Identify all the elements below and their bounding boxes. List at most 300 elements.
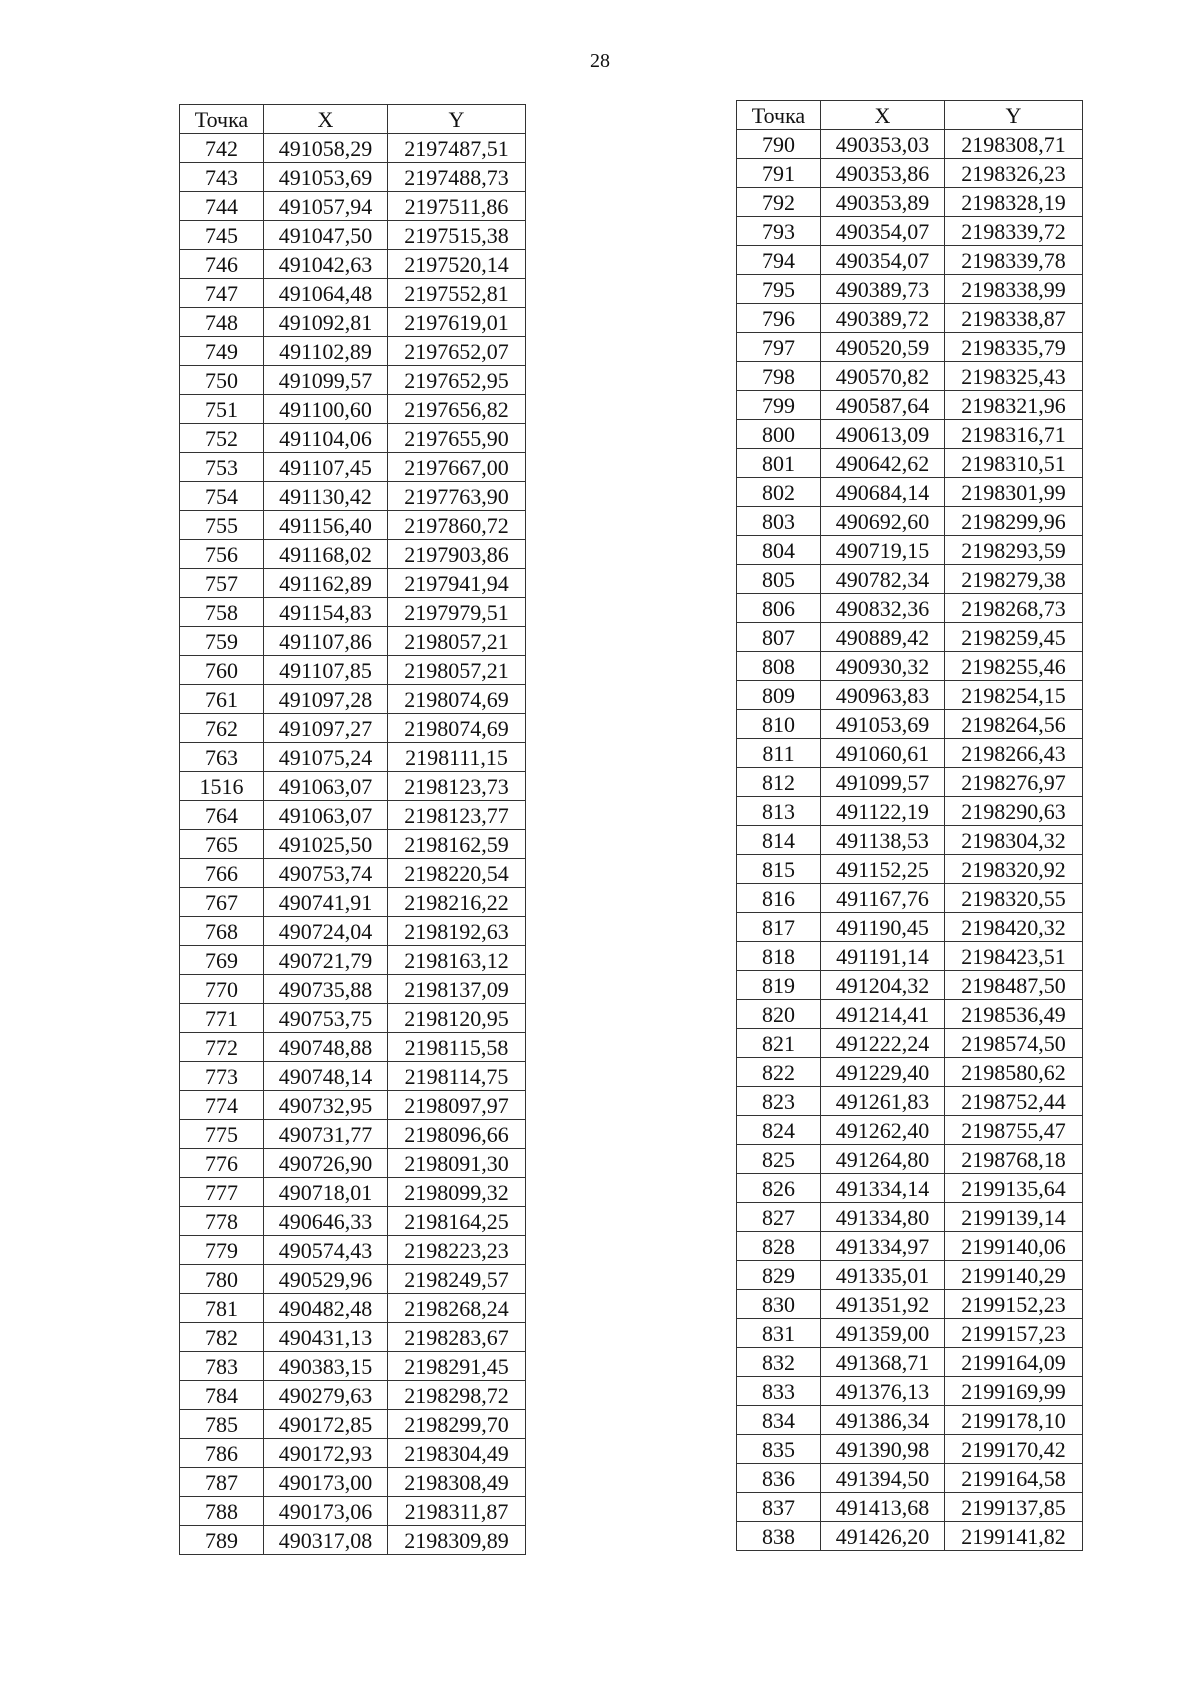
cell-x-coordinate: 491063,07 bbox=[264, 801, 388, 830]
cell-x-coordinate: 491102,89 bbox=[264, 337, 388, 366]
cell-x-coordinate: 491190,45 bbox=[821, 913, 945, 942]
cell-y-coordinate: 2198293,59 bbox=[945, 536, 1083, 565]
cell-point-number: 748 bbox=[180, 308, 264, 337]
cell-point-number: 829 bbox=[737, 1261, 821, 1290]
table-row bbox=[737, 681, 1083, 710]
table-row bbox=[180, 453, 526, 482]
cell-point-number: 836 bbox=[737, 1464, 821, 1493]
cell-y-coordinate: 2197979,51 bbox=[388, 598, 526, 627]
table-row bbox=[180, 888, 526, 917]
cell-y-coordinate: 2199164,58 bbox=[945, 1464, 1083, 1493]
cell-x-coordinate: 491104,06 bbox=[264, 424, 388, 453]
table-row bbox=[180, 221, 526, 250]
table-row bbox=[180, 598, 526, 627]
table-row bbox=[737, 1174, 1083, 1203]
cell-y-coordinate: 2198423,51 bbox=[945, 942, 1083, 971]
table-row bbox=[737, 884, 1083, 913]
cell-x-coordinate: 491057,94 bbox=[264, 192, 388, 221]
table-row bbox=[180, 1178, 526, 1207]
table-row bbox=[737, 1000, 1083, 1029]
cell-x-coordinate: 491229,40 bbox=[821, 1058, 945, 1087]
cell-y-coordinate: 2198338,87 bbox=[945, 304, 1083, 333]
table-row bbox=[737, 1029, 1083, 1058]
table-row bbox=[180, 163, 526, 192]
cell-x-coordinate: 490279,63 bbox=[264, 1381, 388, 1410]
cell-x-coordinate: 491097,28 bbox=[264, 685, 388, 714]
cell-x-coordinate: 490741,91 bbox=[264, 888, 388, 917]
cell-point-number: 750 bbox=[180, 366, 264, 395]
cell-y-coordinate: 2198268,24 bbox=[388, 1294, 526, 1323]
cell-y-coordinate: 2197941,94 bbox=[388, 569, 526, 598]
cell-y-coordinate: 2198120,95 bbox=[388, 1004, 526, 1033]
table-row bbox=[180, 714, 526, 743]
cell-point-number: 825 bbox=[737, 1145, 821, 1174]
cell-point-number: 781 bbox=[180, 1294, 264, 1323]
table-row bbox=[737, 826, 1083, 855]
cell-point-number: 749 bbox=[180, 337, 264, 366]
cell-point-number: 779 bbox=[180, 1236, 264, 1265]
cell-x-coordinate: 490587,64 bbox=[821, 391, 945, 420]
cell-x-coordinate: 490389,72 bbox=[821, 304, 945, 333]
cell-x-coordinate: 491122,19 bbox=[821, 797, 945, 826]
cell-y-coordinate: 2197903,86 bbox=[388, 540, 526, 569]
cell-point-number: 817 bbox=[737, 913, 821, 942]
cell-point-number: 795 bbox=[737, 275, 821, 304]
cell-x-coordinate: 491413,68 bbox=[821, 1493, 945, 1522]
table-row bbox=[180, 1323, 526, 1352]
cell-y-coordinate: 2199152,23 bbox=[945, 1290, 1083, 1319]
cell-y-coordinate: 2198264,56 bbox=[945, 710, 1083, 739]
cell-point-number: 793 bbox=[737, 217, 821, 246]
cell-point-number: 833 bbox=[737, 1377, 821, 1406]
cell-point-number: 775 bbox=[180, 1120, 264, 1149]
table-row bbox=[737, 971, 1083, 1000]
table-row bbox=[737, 1087, 1083, 1116]
cell-x-coordinate: 490735,88 bbox=[264, 975, 388, 1004]
cell-y-coordinate: 2198301,99 bbox=[945, 478, 1083, 507]
cell-x-coordinate: 491351,92 bbox=[821, 1290, 945, 1319]
table-row bbox=[180, 1004, 526, 1033]
cell-x-coordinate: 491107,86 bbox=[264, 627, 388, 656]
table-row bbox=[737, 1435, 1083, 1464]
cell-x-coordinate: 490354,07 bbox=[821, 246, 945, 275]
cell-x-coordinate: 490719,15 bbox=[821, 536, 945, 565]
cell-y-coordinate: 2199140,06 bbox=[945, 1232, 1083, 1261]
cell-x-coordinate: 490529,96 bbox=[264, 1265, 388, 1294]
cell-x-coordinate: 491334,97 bbox=[821, 1232, 945, 1261]
cell-y-coordinate: 2197763,90 bbox=[388, 482, 526, 511]
table-row bbox=[737, 478, 1083, 507]
cell-point-number: 1516 bbox=[180, 772, 264, 801]
cell-point-number: 834 bbox=[737, 1406, 821, 1435]
table-row bbox=[737, 1377, 1083, 1406]
table-row bbox=[180, 1497, 526, 1526]
cell-y-coordinate: 2198580,62 bbox=[945, 1058, 1083, 1087]
cell-point-number: 820 bbox=[737, 1000, 821, 1029]
cell-point-number: 764 bbox=[180, 801, 264, 830]
cell-x-coordinate: 491138,53 bbox=[821, 826, 945, 855]
table-row bbox=[737, 449, 1083, 478]
table-row bbox=[180, 1352, 526, 1381]
table-row bbox=[180, 308, 526, 337]
cell-point-number: 837 bbox=[737, 1493, 821, 1522]
column-header-y: Y bbox=[388, 105, 526, 134]
cell-point-number: 767 bbox=[180, 888, 264, 917]
cell-x-coordinate: 491191,14 bbox=[821, 942, 945, 971]
table-row bbox=[737, 188, 1083, 217]
cell-point-number: 808 bbox=[737, 652, 821, 681]
cell-x-coordinate: 490832,36 bbox=[821, 594, 945, 623]
column-header-point: Точка bbox=[180, 105, 264, 134]
cell-y-coordinate: 2197515,38 bbox=[388, 221, 526, 250]
cell-x-coordinate: 490782,34 bbox=[821, 565, 945, 594]
table-row bbox=[180, 743, 526, 772]
table-row bbox=[180, 1149, 526, 1178]
cell-x-coordinate: 491100,60 bbox=[264, 395, 388, 424]
cell-point-number: 804 bbox=[737, 536, 821, 565]
table-row bbox=[180, 1033, 526, 1062]
cell-y-coordinate: 2198321,96 bbox=[945, 391, 1083, 420]
cell-y-coordinate: 2198091,30 bbox=[388, 1149, 526, 1178]
cell-point-number: 787 bbox=[180, 1468, 264, 1497]
cell-point-number: 806 bbox=[737, 594, 821, 623]
table-row bbox=[180, 395, 526, 424]
cell-y-coordinate: 2198220,54 bbox=[388, 859, 526, 888]
cell-y-coordinate: 2198304,32 bbox=[945, 826, 1083, 855]
cell-y-coordinate: 2198216,22 bbox=[388, 888, 526, 917]
table-row bbox=[737, 391, 1083, 420]
cell-x-coordinate: 491264,80 bbox=[821, 1145, 945, 1174]
cell-point-number: 827 bbox=[737, 1203, 821, 1232]
cell-x-coordinate: 491097,27 bbox=[264, 714, 388, 743]
cell-point-number: 809 bbox=[737, 681, 821, 710]
cell-point-number: 799 bbox=[737, 391, 821, 420]
cell-y-coordinate: 2199135,64 bbox=[945, 1174, 1083, 1203]
cell-y-coordinate: 2197667,00 bbox=[388, 453, 526, 482]
cell-y-coordinate: 2197487,51 bbox=[388, 134, 526, 163]
cell-point-number: 794 bbox=[737, 246, 821, 275]
table-row bbox=[737, 275, 1083, 304]
table-row bbox=[180, 1410, 526, 1439]
cell-x-coordinate: 490963,83 bbox=[821, 681, 945, 710]
cell-y-coordinate: 2198335,79 bbox=[945, 333, 1083, 362]
table-row bbox=[737, 942, 1083, 971]
cell-y-coordinate: 2199137,85 bbox=[945, 1493, 1083, 1522]
cell-x-coordinate: 490353,86 bbox=[821, 159, 945, 188]
cell-y-coordinate: 2197619,01 bbox=[388, 308, 526, 337]
table-row bbox=[737, 797, 1083, 826]
cell-y-coordinate: 2198249,57 bbox=[388, 1265, 526, 1294]
cell-point-number: 802 bbox=[737, 478, 821, 507]
cell-y-coordinate: 2198308,71 bbox=[945, 130, 1083, 159]
table-row bbox=[737, 130, 1083, 159]
cell-x-coordinate: 491162,89 bbox=[264, 569, 388, 598]
table-row bbox=[737, 507, 1083, 536]
cell-y-coordinate: 2198420,32 bbox=[945, 913, 1083, 942]
cell-point-number: 797 bbox=[737, 333, 821, 362]
cell-point-number: 742 bbox=[180, 134, 264, 163]
table-row bbox=[737, 768, 1083, 797]
cell-y-coordinate: 2197520,14 bbox=[388, 250, 526, 279]
table-row bbox=[737, 1116, 1083, 1145]
cell-x-coordinate: 491156,40 bbox=[264, 511, 388, 540]
cell-point-number: 763 bbox=[180, 743, 264, 772]
table-header-row bbox=[737, 101, 1083, 130]
table-row bbox=[737, 159, 1083, 188]
cell-point-number: 803 bbox=[737, 507, 821, 536]
cell-y-coordinate: 2199140,29 bbox=[945, 1261, 1083, 1290]
cell-y-coordinate: 2198316,71 bbox=[945, 420, 1083, 449]
table-row bbox=[180, 279, 526, 308]
table-row bbox=[180, 482, 526, 511]
cell-x-coordinate: 490753,75 bbox=[264, 1004, 388, 1033]
cell-point-number: 760 bbox=[180, 656, 264, 685]
table-row bbox=[180, 511, 526, 540]
cell-y-coordinate: 2198308,49 bbox=[388, 1468, 526, 1497]
cell-point-number: 770 bbox=[180, 975, 264, 1004]
cell-point-number: 756 bbox=[180, 540, 264, 569]
cell-y-coordinate: 2197652,95 bbox=[388, 366, 526, 395]
table-row bbox=[737, 594, 1083, 623]
cell-y-coordinate: 2199141,82 bbox=[945, 1522, 1083, 1551]
table-row bbox=[737, 1319, 1083, 1348]
cell-point-number: 772 bbox=[180, 1033, 264, 1062]
cell-y-coordinate: 2198339,72 bbox=[945, 217, 1083, 246]
cell-y-coordinate: 2198164,25 bbox=[388, 1207, 526, 1236]
cell-x-coordinate: 491107,45 bbox=[264, 453, 388, 482]
table-row bbox=[737, 1261, 1083, 1290]
cell-point-number: 824 bbox=[737, 1116, 821, 1145]
table-row bbox=[180, 946, 526, 975]
cell-point-number: 814 bbox=[737, 826, 821, 855]
cell-point-number: 838 bbox=[737, 1522, 821, 1551]
cell-x-coordinate: 490889,42 bbox=[821, 623, 945, 652]
cell-point-number: 747 bbox=[180, 279, 264, 308]
cell-x-coordinate: 490724,04 bbox=[264, 917, 388, 946]
cell-x-coordinate: 490930,32 bbox=[821, 652, 945, 681]
cell-x-coordinate: 490431,13 bbox=[264, 1323, 388, 1352]
table-row bbox=[180, 917, 526, 946]
cell-x-coordinate: 490482,48 bbox=[264, 1294, 388, 1323]
cell-x-coordinate: 491092,81 bbox=[264, 308, 388, 337]
cell-y-coordinate: 2198114,75 bbox=[388, 1062, 526, 1091]
table-row bbox=[180, 1091, 526, 1120]
column-header-x: X bbox=[821, 101, 945, 130]
cell-x-coordinate: 490684,14 bbox=[821, 478, 945, 507]
table-row bbox=[737, 565, 1083, 594]
cell-point-number: 755 bbox=[180, 511, 264, 540]
cell-y-coordinate: 2197552,81 bbox=[388, 279, 526, 308]
cell-x-coordinate: 491335,01 bbox=[821, 1261, 945, 1290]
cell-point-number: 744 bbox=[180, 192, 264, 221]
cell-y-coordinate: 2198123,73 bbox=[388, 772, 526, 801]
cell-y-coordinate: 2197511,86 bbox=[388, 192, 526, 221]
cell-point-number: 771 bbox=[180, 1004, 264, 1033]
cell-y-coordinate: 2198768,18 bbox=[945, 1145, 1083, 1174]
cell-y-coordinate: 2198254,15 bbox=[945, 681, 1083, 710]
cell-point-number: 811 bbox=[737, 739, 821, 768]
table-row bbox=[737, 1348, 1083, 1377]
cell-point-number: 801 bbox=[737, 449, 821, 478]
table-row bbox=[180, 250, 526, 279]
cell-point-number: 818 bbox=[737, 942, 821, 971]
cell-y-coordinate: 2198074,69 bbox=[388, 714, 526, 743]
cell-point-number: 788 bbox=[180, 1497, 264, 1526]
cell-x-coordinate: 491214,41 bbox=[821, 1000, 945, 1029]
table-row bbox=[180, 975, 526, 1004]
cell-y-coordinate: 2198266,43 bbox=[945, 739, 1083, 768]
cell-y-coordinate: 2197655,90 bbox=[388, 424, 526, 453]
cell-x-coordinate: 491130,42 bbox=[264, 482, 388, 511]
cell-x-coordinate: 490721,79 bbox=[264, 946, 388, 975]
cell-point-number: 791 bbox=[737, 159, 821, 188]
cell-point-number: 759 bbox=[180, 627, 264, 656]
cell-x-coordinate: 490383,15 bbox=[264, 1352, 388, 1381]
cell-x-coordinate: 490726,90 bbox=[264, 1149, 388, 1178]
table-row bbox=[180, 627, 526, 656]
cell-y-coordinate: 2198057,21 bbox=[388, 627, 526, 656]
cell-x-coordinate: 490613,09 bbox=[821, 420, 945, 449]
cell-point-number: 815 bbox=[737, 855, 821, 884]
cell-point-number: 810 bbox=[737, 710, 821, 739]
cell-x-coordinate: 491222,24 bbox=[821, 1029, 945, 1058]
table-row bbox=[737, 913, 1083, 942]
cell-y-coordinate: 2199157,23 bbox=[945, 1319, 1083, 1348]
cell-y-coordinate: 2199169,99 bbox=[945, 1377, 1083, 1406]
table-row bbox=[737, 217, 1083, 246]
cell-point-number: 785 bbox=[180, 1410, 264, 1439]
cell-point-number: 780 bbox=[180, 1265, 264, 1294]
column-header-point: Точка bbox=[737, 101, 821, 130]
cell-point-number: 807 bbox=[737, 623, 821, 652]
cell-point-number: 762 bbox=[180, 714, 264, 743]
cell-x-coordinate: 491053,69 bbox=[821, 710, 945, 739]
cell-x-coordinate: 491107,85 bbox=[264, 656, 388, 685]
cell-x-coordinate: 491262,40 bbox=[821, 1116, 945, 1145]
cell-x-coordinate: 491394,50 bbox=[821, 1464, 945, 1493]
cell-x-coordinate: 491386,34 bbox=[821, 1406, 945, 1435]
cell-point-number: 758 bbox=[180, 598, 264, 627]
cell-x-coordinate: 490732,95 bbox=[264, 1091, 388, 1120]
cell-x-coordinate: 491426,20 bbox=[821, 1522, 945, 1551]
cell-point-number: 743 bbox=[180, 163, 264, 192]
cell-point-number: 768 bbox=[180, 917, 264, 946]
cell-y-coordinate: 2199139,14 bbox=[945, 1203, 1083, 1232]
cell-point-number: 826 bbox=[737, 1174, 821, 1203]
cell-y-coordinate: 2198298,72 bbox=[388, 1381, 526, 1410]
cell-x-coordinate: 491025,50 bbox=[264, 830, 388, 859]
table-row bbox=[180, 830, 526, 859]
cell-point-number: 835 bbox=[737, 1435, 821, 1464]
table-row bbox=[737, 246, 1083, 275]
cell-y-coordinate: 2197652,07 bbox=[388, 337, 526, 366]
table-row bbox=[180, 1439, 526, 1468]
cell-point-number: 765 bbox=[180, 830, 264, 859]
table-row bbox=[737, 1058, 1083, 1087]
cell-y-coordinate: 2198192,63 bbox=[388, 917, 526, 946]
cell-point-number: 766 bbox=[180, 859, 264, 888]
cell-point-number: 800 bbox=[737, 420, 821, 449]
cell-x-coordinate: 491368,71 bbox=[821, 1348, 945, 1377]
cell-point-number: 757 bbox=[180, 569, 264, 598]
cell-x-coordinate: 490353,89 bbox=[821, 188, 945, 217]
table-row bbox=[737, 710, 1083, 739]
cell-y-coordinate: 2198115,58 bbox=[388, 1033, 526, 1062]
cell-point-number: 786 bbox=[180, 1439, 264, 1468]
table-row bbox=[737, 362, 1083, 391]
table-row bbox=[180, 366, 526, 395]
cell-x-coordinate: 490173,00 bbox=[264, 1468, 388, 1497]
cell-x-coordinate: 491063,07 bbox=[264, 772, 388, 801]
cell-x-coordinate: 490389,73 bbox=[821, 275, 945, 304]
cell-y-coordinate: 2197488,73 bbox=[388, 163, 526, 192]
cell-point-number: 831 bbox=[737, 1319, 821, 1348]
cell-y-coordinate: 2198290,63 bbox=[945, 797, 1083, 826]
cell-y-coordinate: 2198123,77 bbox=[388, 801, 526, 830]
page-number: 28 bbox=[590, 50, 610, 72]
table-row bbox=[180, 337, 526, 366]
cell-y-coordinate: 2198536,49 bbox=[945, 1000, 1083, 1029]
cell-y-coordinate: 2198255,46 bbox=[945, 652, 1083, 681]
cell-point-number: 822 bbox=[737, 1058, 821, 1087]
cell-x-coordinate: 490353,03 bbox=[821, 130, 945, 159]
cell-point-number: 832 bbox=[737, 1348, 821, 1377]
cell-x-coordinate: 490570,82 bbox=[821, 362, 945, 391]
cell-y-coordinate: 2198163,12 bbox=[388, 946, 526, 975]
table-row bbox=[737, 1406, 1083, 1435]
cell-x-coordinate: 490173,06 bbox=[264, 1497, 388, 1526]
table-row bbox=[737, 739, 1083, 768]
cell-x-coordinate: 491060,61 bbox=[821, 739, 945, 768]
cell-point-number: 769 bbox=[180, 946, 264, 975]
table-row bbox=[737, 1464, 1083, 1493]
cell-point-number: 754 bbox=[180, 482, 264, 511]
cell-point-number: 784 bbox=[180, 1381, 264, 1410]
table-row bbox=[180, 685, 526, 714]
cell-point-number: 745 bbox=[180, 221, 264, 250]
cell-y-coordinate: 2198299,96 bbox=[945, 507, 1083, 536]
table-row bbox=[737, 623, 1083, 652]
cell-x-coordinate: 490317,08 bbox=[264, 1526, 388, 1555]
cell-y-coordinate: 2198328,19 bbox=[945, 188, 1083, 217]
cell-x-coordinate: 491167,76 bbox=[821, 884, 945, 913]
cell-point-number: 813 bbox=[737, 797, 821, 826]
cell-x-coordinate: 491152,25 bbox=[821, 855, 945, 884]
table-row bbox=[180, 772, 526, 801]
cell-y-coordinate: 2197656,82 bbox=[388, 395, 526, 424]
cell-point-number: 816 bbox=[737, 884, 821, 913]
table-row bbox=[180, 1468, 526, 1497]
cell-y-coordinate: 2199164,09 bbox=[945, 1348, 1083, 1377]
cell-x-coordinate: 491376,13 bbox=[821, 1377, 945, 1406]
table-row bbox=[180, 1120, 526, 1149]
table-row bbox=[180, 134, 526, 163]
column-header-y: Y bbox=[945, 101, 1083, 130]
cell-point-number: 812 bbox=[737, 768, 821, 797]
cell-y-coordinate: 2198320,92 bbox=[945, 855, 1083, 884]
cell-x-coordinate: 491261,83 bbox=[821, 1087, 945, 1116]
cell-y-coordinate: 2198057,21 bbox=[388, 656, 526, 685]
table-row bbox=[737, 1145, 1083, 1174]
cell-y-coordinate: 2198299,70 bbox=[388, 1410, 526, 1439]
cell-x-coordinate: 490172,93 bbox=[264, 1439, 388, 1468]
table-row bbox=[180, 801, 526, 830]
cell-point-number: 792 bbox=[737, 188, 821, 217]
table-row bbox=[737, 333, 1083, 362]
cell-y-coordinate: 2198096,66 bbox=[388, 1120, 526, 1149]
table-row bbox=[180, 1062, 526, 1091]
cell-y-coordinate: 2198755,47 bbox=[945, 1116, 1083, 1145]
